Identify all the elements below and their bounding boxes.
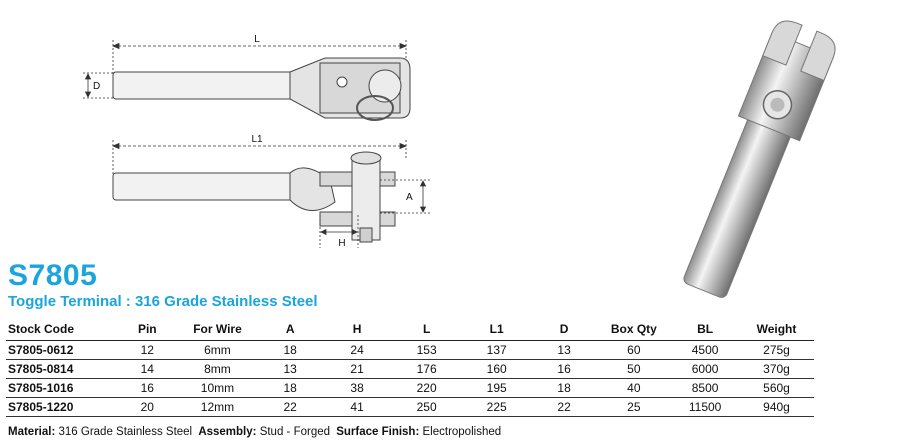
cell-d: 13 xyxy=(532,341,597,360)
assembly-label: Assembly: xyxy=(198,426,257,438)
cell-d: 18 xyxy=(532,379,597,398)
cell-h: 38 xyxy=(323,379,392,398)
cell-l: 176 xyxy=(392,360,462,379)
col-weight: Weight xyxy=(739,318,814,341)
col-box-qty: Box Qty xyxy=(597,318,672,341)
col-for-wire: For Wire xyxy=(177,318,258,341)
cell-for-wire: 10mm xyxy=(177,379,258,398)
cell-weight: 560g xyxy=(739,379,814,398)
terminal-side-view xyxy=(113,152,395,242)
col-l: L xyxy=(392,318,462,341)
product-subtitle: Toggle Terminal : 316 Grade Stainless Steel xyxy=(8,293,318,310)
cell-box-qty: 60 xyxy=(597,341,672,360)
cell-bl: 4500 xyxy=(671,341,739,360)
cell-for-wire: 8mm xyxy=(177,360,258,379)
cell-h: 24 xyxy=(323,341,392,360)
col-stock-code: Stock Code xyxy=(6,318,117,341)
cell-h: 41 xyxy=(323,398,392,417)
label-l1: L1 xyxy=(251,134,263,145)
col-a: A xyxy=(258,318,323,341)
label-l: L xyxy=(254,34,260,45)
col-bl: BL xyxy=(671,318,739,341)
spec-table xyxy=(6,318,814,417)
cell-stock-code: S7805-1220 xyxy=(6,398,117,417)
cell-h: 21 xyxy=(323,360,392,379)
product-code: S7805 xyxy=(8,259,98,292)
col-pin: Pin xyxy=(117,318,177,341)
cell-a: 22 xyxy=(258,398,323,417)
assembly-value: Stud - Forged xyxy=(259,426,331,438)
cell-l1: 160 xyxy=(462,360,532,379)
table-row xyxy=(6,398,814,417)
terminal-top-view xyxy=(113,58,410,120)
cell-l: 153 xyxy=(392,341,462,360)
cell-weight: 370g xyxy=(739,360,814,379)
cell-pin: 12 xyxy=(117,341,177,360)
cell-a: 13 xyxy=(258,360,323,379)
col-l1: L1 xyxy=(462,318,532,341)
cell-d: 22 xyxy=(532,398,597,417)
cell-pin: 16 xyxy=(117,379,177,398)
material-label: Material: xyxy=(8,426,56,438)
spec-footer xyxy=(8,426,504,438)
cell-bl: 6000 xyxy=(671,360,739,379)
cell-d: 16 xyxy=(532,360,597,379)
table-row xyxy=(6,360,814,379)
cell-box-qty: 25 xyxy=(597,398,672,417)
table-header-row xyxy=(6,318,814,341)
cell-for-wire: 6mm xyxy=(177,341,258,360)
col-h: H xyxy=(323,318,392,341)
cell-pin: 20 xyxy=(117,398,177,417)
cell-for-wire: 12mm xyxy=(177,398,258,417)
cell-bl: 8500 xyxy=(671,379,739,398)
label-a: A xyxy=(406,192,413,203)
cell-stock-code: S7805-0612 xyxy=(6,341,117,360)
cell-l: 220 xyxy=(392,379,462,398)
cell-weight: 275g xyxy=(739,341,814,360)
finish-label: Surface Finish: xyxy=(336,426,420,438)
cell-l1: 137 xyxy=(462,341,532,360)
label-h: H xyxy=(338,238,346,249)
cell-weight: 940g xyxy=(739,398,814,417)
cell-a: 18 xyxy=(258,379,323,398)
cell-stock-code: S7805-0814 xyxy=(6,360,117,379)
cell-box-qty: 50 xyxy=(597,360,672,379)
table-row xyxy=(6,379,814,398)
table-row xyxy=(6,341,814,360)
cell-bl: 11500 xyxy=(671,398,739,417)
cell-l1: 225 xyxy=(462,398,532,417)
label-d: D xyxy=(93,81,101,92)
cell-box-qty: 40 xyxy=(597,379,672,398)
col-d: D xyxy=(532,318,597,341)
cell-a: 18 xyxy=(258,341,323,360)
cell-l1: 195 xyxy=(462,379,532,398)
cell-stock-code: S7805-1016 xyxy=(6,379,117,398)
product-photo xyxy=(585,15,885,305)
material-value: 316 Grade Stainless Steel xyxy=(58,426,193,438)
technical-drawing xyxy=(80,30,450,260)
cell-l: 250 xyxy=(392,398,462,417)
finish-value: Electropolished xyxy=(422,426,502,438)
cell-pin: 14 xyxy=(117,360,177,379)
